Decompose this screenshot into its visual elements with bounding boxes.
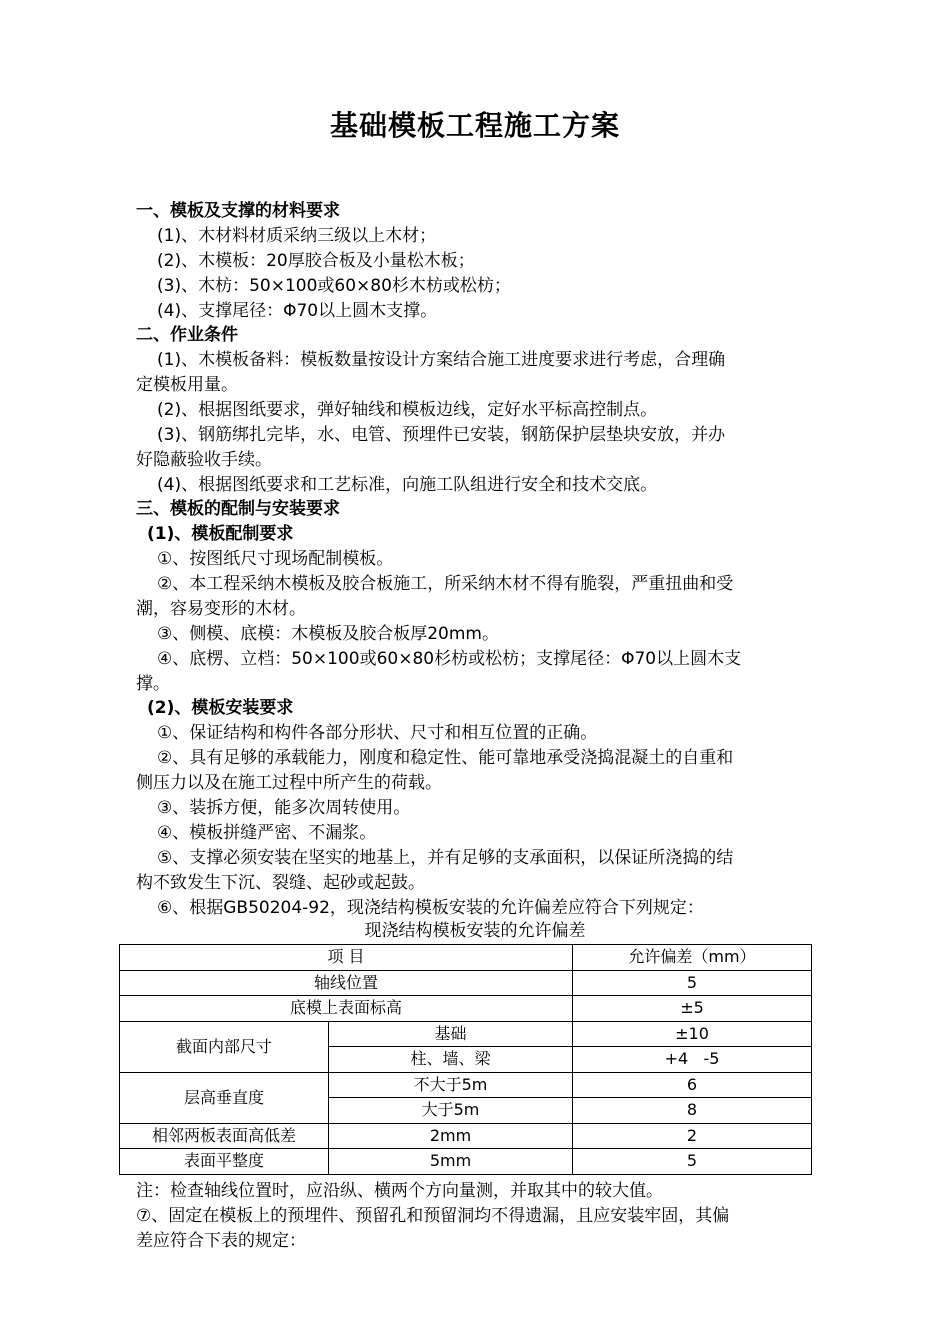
table-header-row bbox=[120, 945, 812, 971]
s3-q5-line-2: 构不致发生下沉、裂缝、起砂或起鼓。 bbox=[136, 873, 425, 893]
s3-p2-line-1: ②、本工程采纳木模板及胶合板施工，所采纳木材不得有脆裂，严重扭曲和受 bbox=[157, 574, 734, 594]
row-value: 2 bbox=[573, 1123, 812, 1149]
s1-item-2: (2)、木模板：20厚胶合板及小量松木板； bbox=[157, 251, 475, 271]
s3-p4-line-1: ④、底楞、立档：50×100或60×80杉枋或松枋；支撑尾径：Φ70以上圆木支 bbox=[157, 649, 742, 669]
row-group-label: 层高垂直度 bbox=[120, 1072, 329, 1123]
row-label: 轴线位置 bbox=[120, 970, 573, 996]
header-tolerance: 允许偏差（mm） bbox=[573, 945, 812, 971]
s3-sub-1-heading: (1)、模板配制要求 bbox=[147, 524, 294, 544]
section-1-heading: 一、模板及支撑的材料要求 bbox=[136, 201, 340, 221]
s3-q4: ④、模板拼缝严密、不漏浆。 bbox=[157, 823, 377, 843]
s3-p4-line-2: 撑。 bbox=[136, 674, 170, 694]
row-value: 6 bbox=[573, 1072, 812, 1098]
table-row bbox=[120, 1021, 812, 1047]
table-row bbox=[120, 1072, 812, 1098]
row-value: 5 bbox=[573, 970, 812, 996]
row-value: +4 -5 bbox=[573, 1047, 812, 1073]
row-value: ±5 bbox=[573, 996, 812, 1022]
s1-item-3: (3)、木枋：50×100或60×80杉木枋或松枋； bbox=[157, 276, 511, 296]
s3-q2-line-2: 侧压力以及在施工过程中所产生的荷载。 bbox=[136, 773, 442, 793]
row-value: ±10 bbox=[573, 1021, 812, 1047]
header-item: 项 目 bbox=[120, 945, 573, 971]
s3-p1: ①、按图纸尺寸现场配制模板。 bbox=[157, 549, 394, 569]
row-label: 底模上表面标高 bbox=[120, 996, 573, 1022]
section-3-heading: 三、模板的配制与安装要求 bbox=[136, 499, 340, 519]
row-group-label: 截面内部尺寸 bbox=[120, 1021, 329, 1072]
s3-p2-line-2: 潮，容易变形的木材。 bbox=[136, 599, 306, 619]
table-caption: 现浇结构模板安装的允许偏差 bbox=[364, 921, 586, 941]
s3-sub-2-heading: (2)、模板安装要求 bbox=[147, 698, 294, 718]
row-sublabel: 大于5m bbox=[329, 1098, 573, 1124]
s3-q6: ⑥、根据GB50204-92，现浇结构模板安装的允许偏差应符合下列规定： bbox=[157, 898, 704, 918]
row-value: 8 bbox=[573, 1098, 812, 1124]
s3-q1: ①、保证结构和构件各部分形状、尺寸和相互位置的正确。 bbox=[157, 723, 598, 743]
s2-item-3-line-1: (3)、钢筋绑扎完毕，水、电管、预埋件已安装，钢筋保护层垫块安放，并办 bbox=[157, 425, 726, 445]
s1-item-1: (1)、木材料材质采纳三级以上木材； bbox=[157, 226, 437, 246]
row-sublabel: 不大于5m bbox=[329, 1072, 573, 1098]
s2-item-1-line-2: 定模板用量。 bbox=[136, 375, 238, 395]
row-sublabel: 基础 bbox=[329, 1021, 573, 1047]
table-note: 注：检查轴线位置时，应沿纵、横两个方向量测，并取其中的较大值。 bbox=[136, 1181, 663, 1201]
s3-q5-line-1: ⑤、支撑必须安装在坚实的地基上，并有足够的支承面积，以保证所浇捣的结 bbox=[157, 848, 734, 868]
tolerance-table bbox=[119, 944, 812, 1175]
row-label: 表面平整度 bbox=[120, 1149, 329, 1175]
row-value: 5 bbox=[573, 1149, 812, 1175]
s2-item-1-line-1: (1)、木模板备料：模板数量按设计方案结合施工进度要求进行考虑，合理确 bbox=[157, 350, 726, 370]
table-row bbox=[120, 1123, 812, 1149]
q7-line-1: ⑦、固定在模板上的预埋件、预留孔和预留洞均不得遗漏，且应安装牢固，其偏 bbox=[136, 1206, 730, 1226]
row-label: 相邻两板表面高低差 bbox=[120, 1123, 329, 1149]
s2-item-2: (2)、根据图纸要求，弹好轴线和模板边线，定好水平标高控制点。 bbox=[157, 400, 658, 420]
s2-item-3-line-2: 好隐蔽验收手续。 bbox=[136, 450, 272, 470]
row-sublabel: 柱、墙、梁 bbox=[329, 1047, 573, 1073]
section-2-heading: 二、作业条件 bbox=[136, 325, 238, 345]
s1-item-4: (4)、支撑尾径：Φ70以上圆木支撑。 bbox=[157, 301, 438, 321]
row-sublabel: 5mm bbox=[329, 1149, 573, 1175]
s3-q3: ③、装拆方便，能多次周转使用。 bbox=[157, 798, 411, 818]
row-sublabel: 2mm bbox=[329, 1123, 573, 1149]
s3-q2-line-1: ②、具有足够的承载能力，刚度和稳定性、能可靠地承受浇捣混凝土的自重和 bbox=[157, 748, 734, 768]
s2-item-4: (4)、根据图纸要求和工艺标准，向施工队组进行安全和技术交底。 bbox=[157, 475, 658, 495]
q7-line-2: 差应符合下表的规定： bbox=[136, 1231, 306, 1251]
table-row bbox=[120, 1149, 812, 1175]
document-title: 基础模板工程施工方案 bbox=[329, 109, 620, 142]
table-row bbox=[120, 996, 812, 1022]
table-row bbox=[120, 970, 812, 996]
s3-p3: ③、侧模、底模：木模板及胶合板厚20mm。 bbox=[157, 624, 499, 644]
